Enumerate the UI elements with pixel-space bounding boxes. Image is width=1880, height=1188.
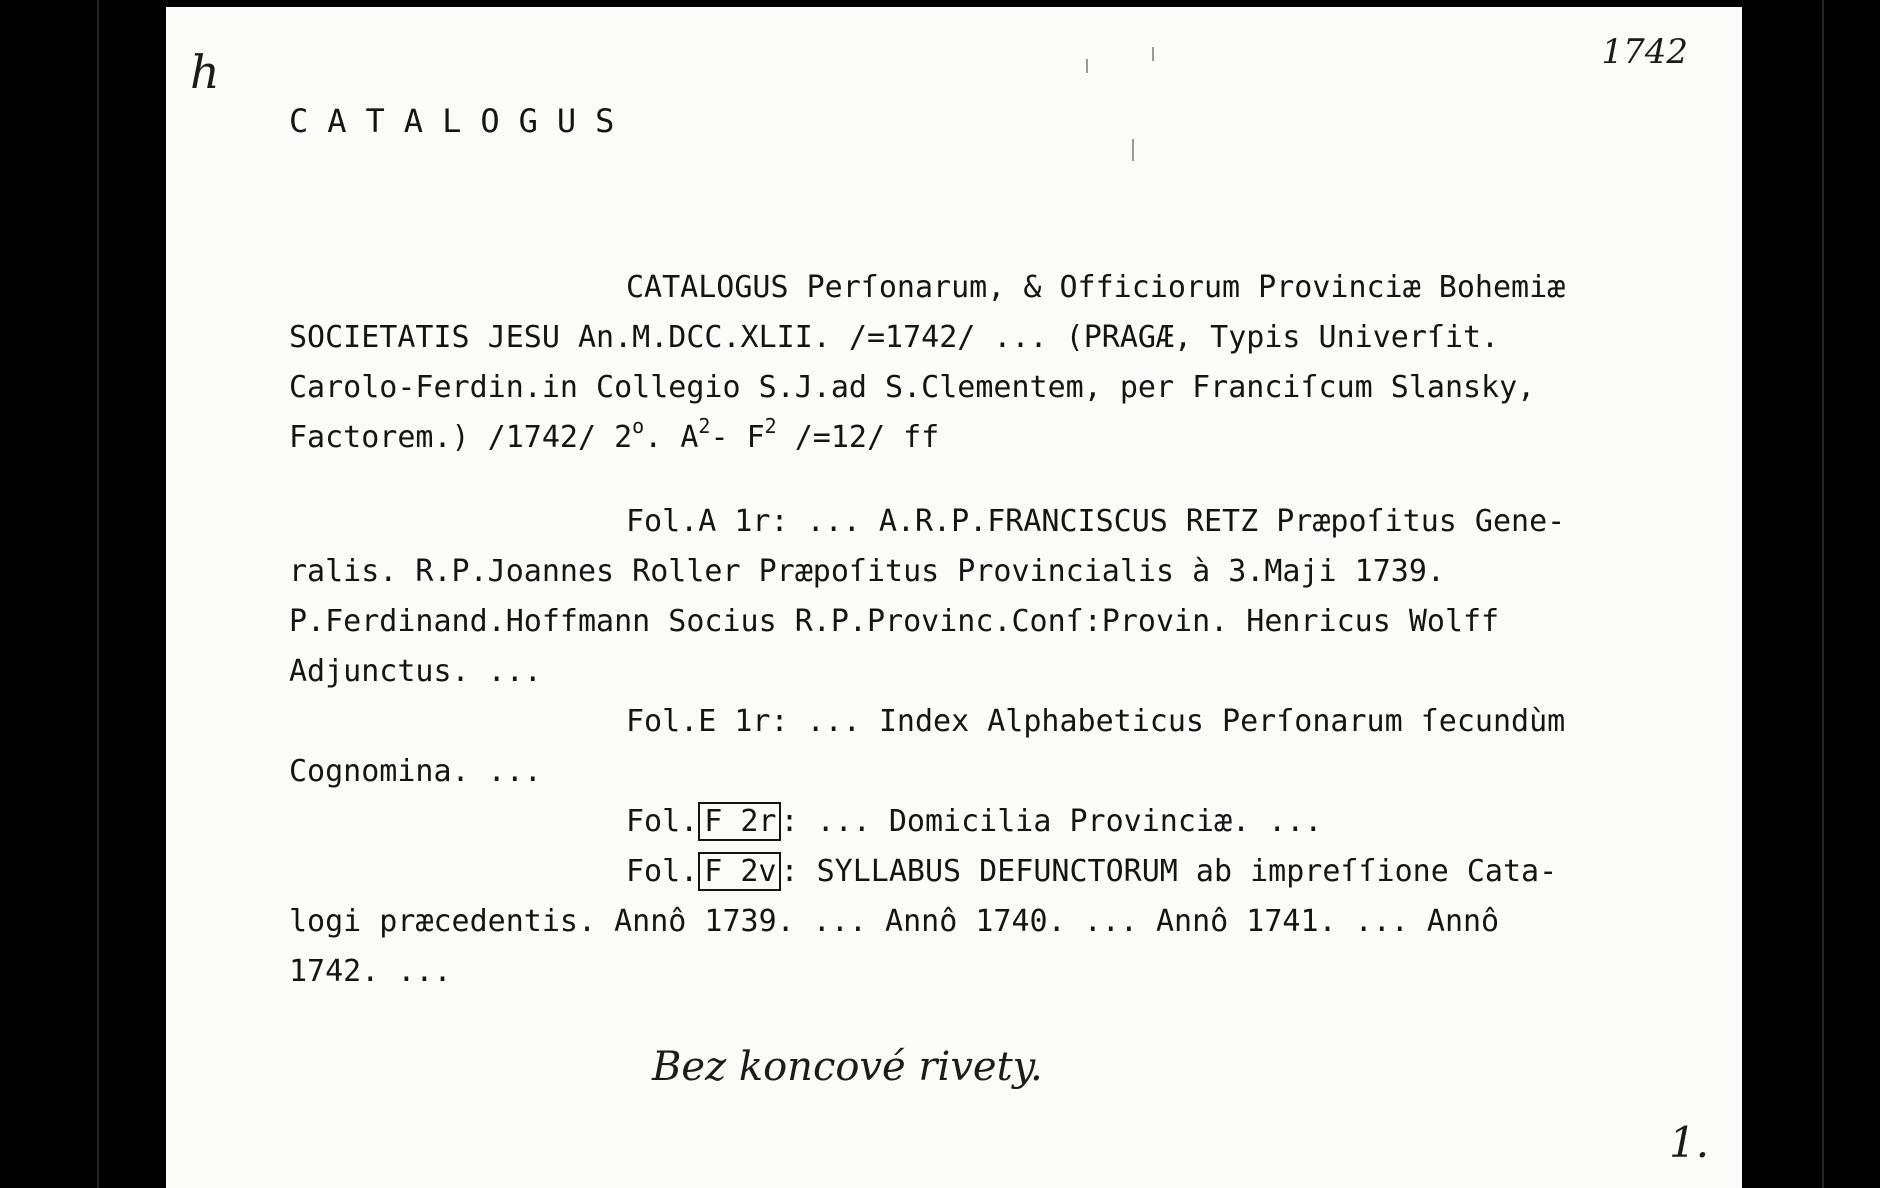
entry-line: SOCIETATIS JESU An.M.DCC.XLII. /=1742/ ... (PRAGÆ, Typis Univerſit. <box>289 320 1500 355</box>
contents-line: Adjunctus. ... <box>289 654 542 689</box>
film-edge-right <box>1822 0 1824 1188</box>
entry-collation-line: Factorem.) /1742/ 2$^o$. $A^2-$ $F^2$ /=12/ ff <box>289 414 940 455</box>
catalog-entry <box>289 263 1689 997</box>
entry-title-line: CATALOGUS Perſonarum, & Officiorum Provinciæ Bohemiæ <box>626 270 1566 305</box>
entry-line: Carolo-Ferdin.in Collegio S.J.ad S.Clementem, per Franciſcum Slansky, <box>289 370 1536 405</box>
handwritten-note: Bez koncové rivety. <box>652 1044 1043 1090</box>
contents-line: ralis. R.P.Joannes Roller Præpoſitus Provincialis à 3.Maji 1739. <box>289 554 1445 589</box>
contents-line: Cognomina. ... <box>289 754 542 789</box>
speck-mark <box>1152 47 1154 61</box>
contents-line: logi præcedentis. Annô 1739. ... Annô 1740. ... Annô 1741. ... Annô <box>289 904 1500 939</box>
contents-fol-f2v: Fol. F 2v : SYLLABUS DEFUNCTORUM ab impreſſione Cata- <box>626 854 1558 889</box>
speck-mark <box>1132 139 1134 161</box>
contents-fol-f2r: Fol. F 2r : ... Domicilia Provinciæ. ... <box>626 804 1323 839</box>
handwritten-corner-letter: h <box>190 45 220 99</box>
film-edge-left <box>97 0 99 1188</box>
speck-mark <box>1086 59 1088 73</box>
folio-reference: F 2r <box>698 802 780 841</box>
folio-reference: F 2v <box>698 852 780 891</box>
catalog-card <box>166 7 1742 1188</box>
card-heading: CATALOGUS <box>289 102 634 140</box>
handwritten-year: 1742 <box>1601 32 1688 72</box>
contents-line: 1742. ... <box>289 954 452 989</box>
contents-line: P.Ferdinand.Hoffmann Socius R.P.Provinc.Conſ:Provin. Henricus Wolff <box>289 604 1500 639</box>
contents-fol-a: Fol.A 1r: ... A.R.P.FRANCISCUS RETZ Præpoſitus Gene- <box>626 504 1566 539</box>
contents-fol-e: Fol.E 1r: ... Index Alphabeticus Perſonarum ſecundùm <box>626 704 1566 739</box>
handwritten-card-number: 1. <box>1669 1118 1710 1167</box>
